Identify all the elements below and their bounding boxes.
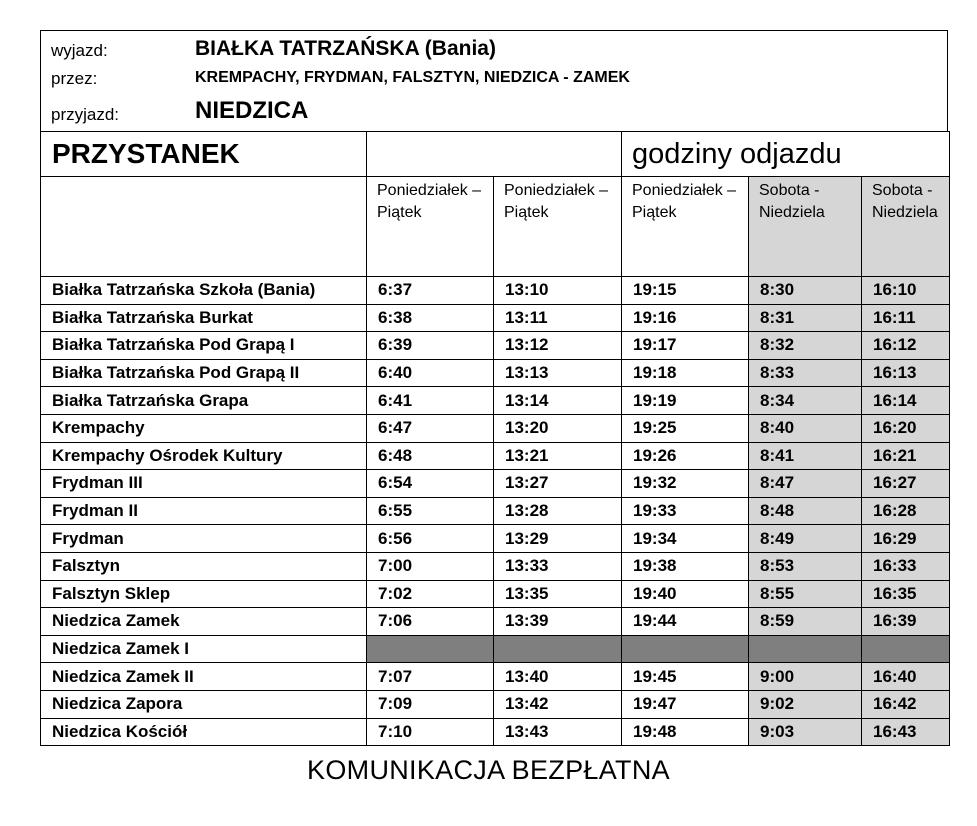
stop-name: Falsztyn Sklep — [41, 580, 367, 608]
stop-name: Frydman — [41, 525, 367, 553]
table-row — [41, 442, 950, 470]
stop-name: Krempachy Ośrodek Kultury — [41, 442, 367, 470]
day-type-header: Poniedziałek – Piątek — [622, 177, 749, 277]
departure-time: 7:00 — [367, 552, 494, 580]
departure-time: 19:34 — [622, 525, 749, 553]
departure-time: 19:18 — [622, 359, 749, 387]
departure-time: 6:41 — [367, 387, 494, 415]
table-row — [41, 608, 950, 636]
departure-time: 16:29 — [862, 525, 950, 553]
stop-name: Frydman III — [41, 470, 367, 498]
departure-time: 7:09 — [367, 690, 494, 718]
stop-name: Niedzica Zamek II — [41, 663, 367, 691]
departure-time: 7:06 — [367, 608, 494, 636]
free-transport-note: KOMUNIKACJA BEZPŁATNA — [307, 755, 670, 785]
departure-time: 16:35 — [862, 580, 950, 608]
departure-time: 7:10 — [367, 718, 494, 746]
no-service-cell — [622, 635, 749, 663]
departure-time: 13:27 — [494, 470, 622, 498]
departure-time: 13:29 — [494, 525, 622, 553]
departure-time: 6:48 — [367, 442, 494, 470]
table-title-row — [41, 132, 950, 177]
departure-time: 16:21 — [862, 442, 950, 470]
title-spacer — [367, 132, 622, 177]
departure-time: 16:20 — [862, 414, 950, 442]
departure-time: 16:39 — [862, 608, 950, 636]
departure-time: 19:45 — [622, 663, 749, 691]
table-row — [41, 359, 950, 387]
stop-name: Niedzica Zapora — [41, 690, 367, 718]
departure-time: 8:48 — [749, 497, 862, 525]
days-header-row — [41, 177, 950, 277]
no-service-cell — [494, 635, 622, 663]
departure-label: wyjazd: — [51, 41, 108, 60]
departure-time: 6:47 — [367, 414, 494, 442]
departure-time: 13:14 — [494, 387, 622, 415]
table-row — [41, 277, 950, 305]
departure-time: 16:12 — [862, 332, 950, 360]
departure-time: 8:31 — [749, 304, 862, 332]
departure-time: 6:56 — [367, 525, 494, 553]
no-service-cell — [749, 635, 862, 663]
departure-time: 13:11 — [494, 304, 622, 332]
stop-name: Niedzica Zamek I — [41, 635, 367, 663]
days-header-spacer — [41, 177, 367, 277]
departure-time: 6:40 — [367, 359, 494, 387]
departure-time: 19:15 — [622, 277, 749, 305]
departure-time: 19:47 — [622, 690, 749, 718]
stop-name: Białka Tatrzańska Szkoła (Bania) — [41, 277, 367, 305]
arrival-label: przyjazd: — [51, 105, 120, 124]
departure-time: 13:21 — [494, 442, 622, 470]
stop-heading: PRZYSTANEK — [41, 132, 367, 177]
departure-time: 8:47 — [749, 470, 862, 498]
table-row — [41, 497, 950, 525]
departure-time: 6:54 — [367, 470, 494, 498]
no-service-cell — [862, 635, 950, 663]
table-row — [41, 332, 950, 360]
stop-name: Białka Tatrzańska Pod Grapą II — [41, 359, 367, 387]
no-service-cell — [367, 635, 494, 663]
departure-time: 8:49 — [749, 525, 862, 553]
departure-time: 16:10 — [862, 277, 950, 305]
departure-time: 9:00 — [749, 663, 862, 691]
departure-time: 9:03 — [749, 718, 862, 746]
via-label: przez: — [51, 69, 98, 88]
departure-time: 19:44 — [622, 608, 749, 636]
stop-name: Falsztyn — [41, 552, 367, 580]
departure-time: 16:42 — [862, 690, 950, 718]
departure-value: BIAŁKA TATRZAŃSKA (Bania) — [195, 37, 496, 60]
table-row — [41, 414, 950, 442]
table-row — [41, 690, 950, 718]
stop-name: Białka Tatrzańska Pod Grapą I — [41, 332, 367, 360]
departure-time: 19:40 — [622, 580, 749, 608]
timetable — [40, 131, 950, 746]
timetable-sheet — [40, 30, 948, 746]
departure-time: 6:39 — [367, 332, 494, 360]
departure-time: 19:32 — [622, 470, 749, 498]
departure-time: 19:48 — [622, 718, 749, 746]
departure-time: 8:53 — [749, 552, 862, 580]
departure-time: 13:10 — [494, 277, 622, 305]
departure-time: 13:42 — [494, 690, 622, 718]
stop-name: Białka Tatrzańska Grapa — [41, 387, 367, 415]
departure-time: 13:43 — [494, 718, 622, 746]
departure-time: 6:55 — [367, 497, 494, 525]
departure-time: 19:26 — [622, 442, 749, 470]
departure-time: 8:40 — [749, 414, 862, 442]
departure-time: 8:59 — [749, 608, 862, 636]
table-row — [41, 552, 950, 580]
departure-time: 16:13 — [862, 359, 950, 387]
stop-name: Krempachy — [41, 414, 367, 442]
departure-time: 16:43 — [862, 718, 950, 746]
departure-time: 6:38 — [367, 304, 494, 332]
departure-time: 8:33 — [749, 359, 862, 387]
departure-time: 7:07 — [367, 663, 494, 691]
departure-time: 13:35 — [494, 580, 622, 608]
table-row — [41, 580, 950, 608]
table-row — [41, 387, 950, 415]
departure-time: 8:30 — [749, 277, 862, 305]
departure-time: 19:33 — [622, 497, 749, 525]
departure-time: 19:25 — [622, 414, 749, 442]
stop-name: Niedzica Kościół — [41, 718, 367, 746]
table-row — [41, 635, 950, 663]
departure-time: 16:28 — [862, 497, 950, 525]
departure-time: 16:14 — [862, 387, 950, 415]
departure-time: 19:17 — [622, 332, 749, 360]
departure-time: 7:02 — [367, 580, 494, 608]
departure-time: 13:12 — [494, 332, 622, 360]
day-type-header: Poniedziałek – Piątek — [494, 177, 622, 277]
departure-time: 16:33 — [862, 552, 950, 580]
table-row — [41, 718, 950, 746]
day-type-header: Poniedziałek – Piątek — [367, 177, 494, 277]
departure-time: 13:39 — [494, 608, 622, 636]
departure-time: 16:40 — [862, 663, 950, 691]
stop-name: Białka Tatrzańska Burkat — [41, 304, 367, 332]
departure-time: 8:34 — [749, 387, 862, 415]
table-row — [41, 663, 950, 691]
departure-time: 9:02 — [749, 690, 862, 718]
day-type-header: Sobota - Niedziela — [862, 177, 950, 277]
departure-time: 13:13 — [494, 359, 622, 387]
departure-time: 8:55 — [749, 580, 862, 608]
table-row — [41, 525, 950, 553]
departure-time: 13:40 — [494, 663, 622, 691]
stop-name: Frydman II — [41, 497, 367, 525]
arrival-value: NIEDZICA — [195, 97, 309, 124]
stop-name: Niedzica Zamek — [41, 608, 367, 636]
day-type-header: Sobota - Niedziela — [749, 177, 862, 277]
departure-time: 16:27 — [862, 470, 950, 498]
departure-time: 13:33 — [494, 552, 622, 580]
departure-time: 8:32 — [749, 332, 862, 360]
departure-time: 8:41 — [749, 442, 862, 470]
departure-time: 16:11 — [862, 304, 950, 332]
via-value: KREMPACHY, FRYDMAN, FALSZTYN, NIEDZICA - ZAMEK — [195, 69, 630, 86]
departure-time: 19:19 — [622, 387, 749, 415]
departure-time: 19:38 — [622, 552, 749, 580]
departure-time: 13:28 — [494, 497, 622, 525]
times-heading: godziny odjazdu — [622, 132, 950, 177]
table-row — [41, 304, 950, 332]
departure-time: 19:16 — [622, 304, 749, 332]
table-row — [41, 470, 950, 498]
departure-time: 6:37 — [367, 277, 494, 305]
departure-time: 13:20 — [494, 414, 622, 442]
route-header — [40, 30, 948, 131]
